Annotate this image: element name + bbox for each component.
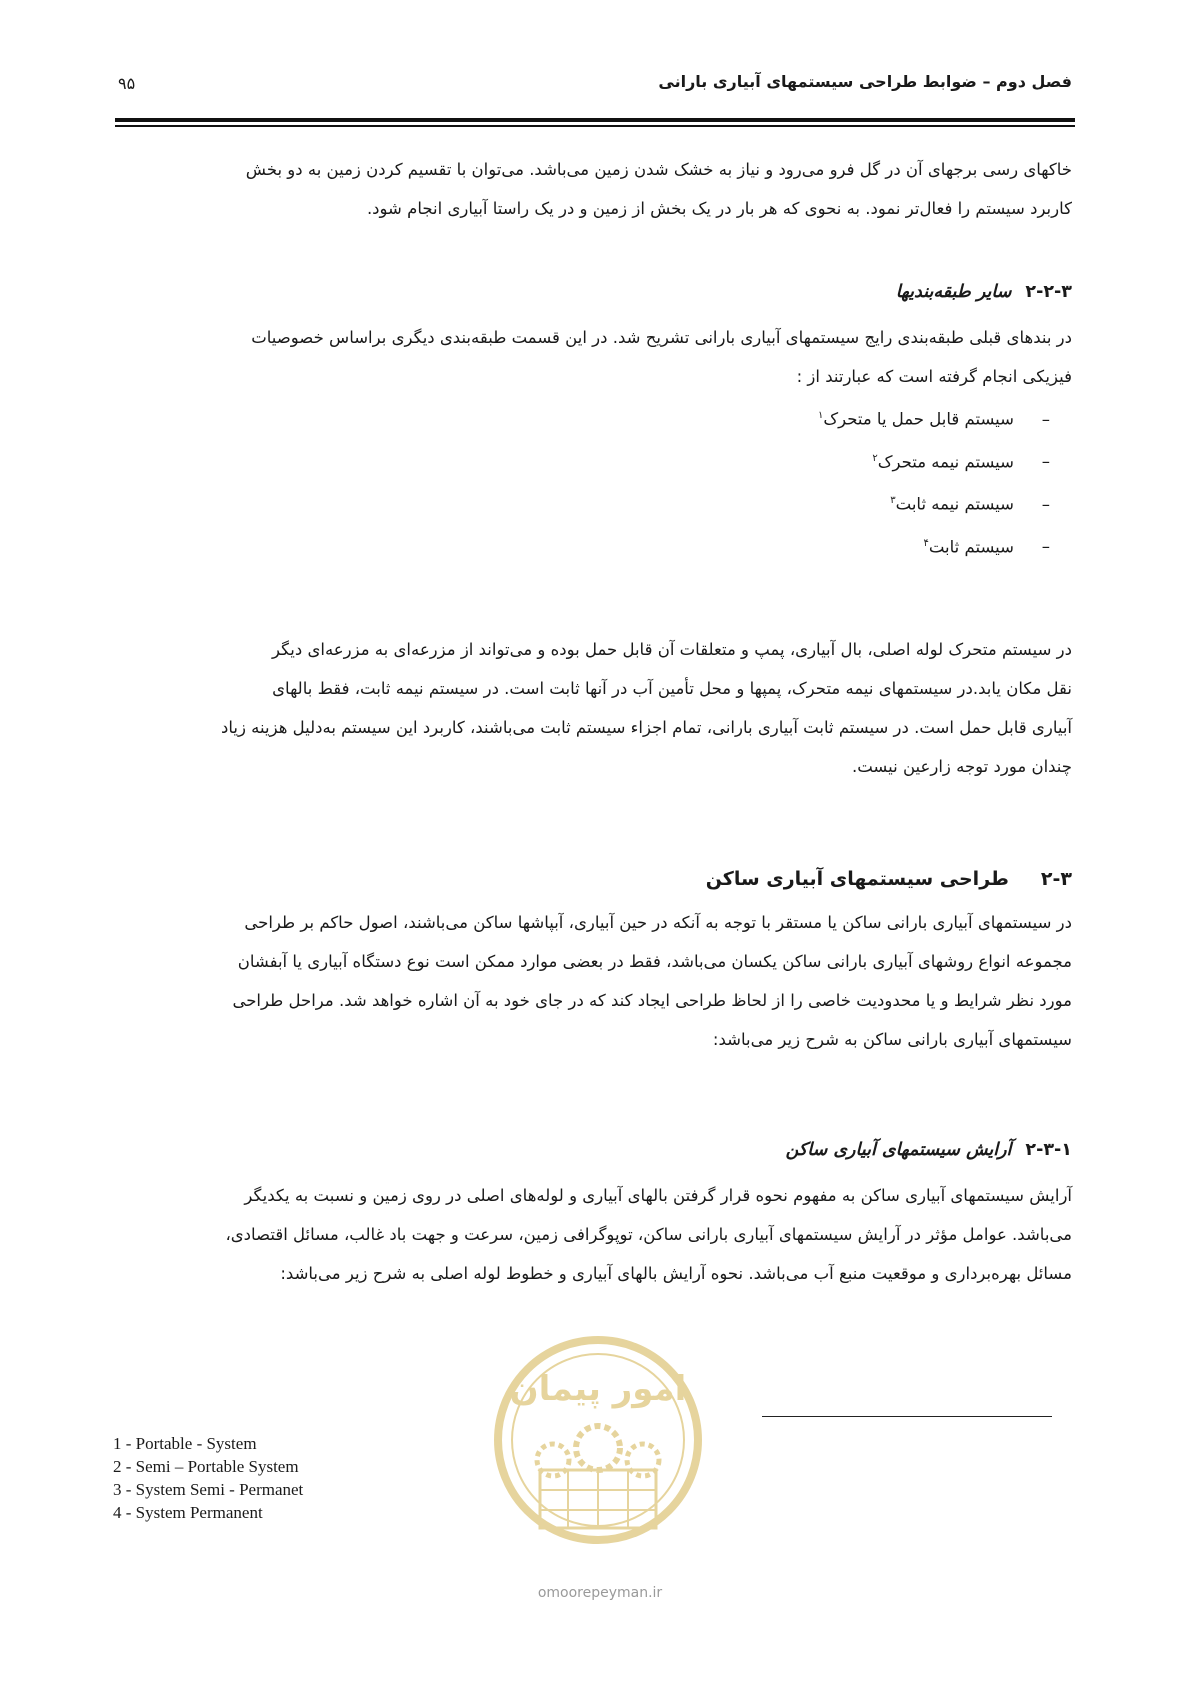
- section-title: آرایش سیستمهای آبیاری ساکن: [785, 1140, 1012, 1160]
- text-line: آبیاری قابل حمل است. در سیستم ثابت آبیاری بارانی، تمام اجزاء سیستم ثابت می‌باشند، کاربرد این سیستم به‌دلیل هزینه زیاد: [221, 718, 1072, 737]
- list-item-text: سیستم ثابت: [928, 537, 1014, 556]
- list-dash: –: [1041, 537, 1050, 556]
- text-line: سیستمهای آبیاری بارانی ساکن به شرح زیر می‌باشد:: [712, 1030, 1072, 1049]
- section-number: ۲-۳: [1040, 868, 1072, 890]
- footnote: 4 - System Permanent: [113, 1503, 263, 1522]
- text-line: خاکهای رسی برجهای آن در گل فرو می‌رود و نیاز به خشک شدن زمین می‌باشد. می‌توان با تقسیم کردن زمین به دو بخش: [245, 160, 1072, 179]
- footnote: 1 - Portable - System: [113, 1434, 257, 1453]
- footnote-ref[interactable]: ۳: [890, 495, 896, 506]
- section-heading-2-3-1: [786, 1140, 1072, 1160]
- layout-paragraph: [112, 1176, 1072, 1293]
- footnote-ref[interactable]: ۴: [923, 537, 929, 549]
- list-item-text: سیستم قابل حمل یا متحرک: [823, 409, 1014, 429]
- classification-paragraph: [112, 318, 1072, 396]
- page-number: ۹۵: [118, 74, 136, 93]
- text-line: مجموعه انواع روشهای آبیاری بارانی ساکن یکسان می‌باشد، فقط در بعضی موارد ممکن است نوع دستگاه آبیاری یا آبفشان: [237, 952, 1072, 971]
- text-line: آرایش سیستمهای آبیاری ساکن به مفهوم نحوه قرار گرفتن بالهای آبیاری و لوله‌های اصلی در روی زمین و نسبت به یکدیگر: [244, 1186, 1072, 1205]
- footnote-separator: [762, 1416, 1052, 1417]
- list-item: [450, 396, 1050, 439]
- chapter-title: فصل دوم – ضوابط طراحی سیستمهای آبیاری بارانی: [658, 72, 1072, 91]
- watermark-seal-icon: [488, 1320, 708, 1570]
- text-line: کاربرد سیستم را فعال‌تر نمود. به نحوی که هر بار در یک بخش از زمین و در یک راستا آبیاری انجام شود.: [366, 199, 1072, 218]
- text-line: می‌باشد. عوامل مؤثر در آرایش سیستمهای آبیاری بارانی ساکن، توپوگرافی زمین، سرعت و جهت باد غالب، مسائل اقتصادی،: [225, 1225, 1072, 1244]
- section-heading-2-2-3: [896, 282, 1072, 302]
- footnote: 2 - Semi – Portable System: [113, 1457, 299, 1476]
- text-line: در بندهای قبلی طبقه‌بندی رایج سیستمهای آبیاری بارانی تشریح شد. در این قسمت طبقه‌بندی دیگری براساس خصوصیات: [251, 328, 1072, 347]
- list-item: [450, 481, 1050, 524]
- section-title: سایر طبقه‌بندیها: [895, 282, 1012, 302]
- section-number: ۲-۳-۱: [1025, 1140, 1072, 1160]
- header-rule-thick: [115, 118, 1075, 122]
- footnote-ref[interactable]: ۱: [817, 410, 824, 421]
- list-item: [450, 524, 1050, 567]
- text-line: چندان مورد توجه زارعین نیست.: [851, 757, 1072, 776]
- list-dash: –: [1041, 409, 1050, 429]
- text-line: در سیستم متحرک لوله اصلی، بال آبیاری، پمپ و متعلقات آن قابل حمل بوده و می‌تواند از مزرعه‌ای به مزرعه‌ای دیگر: [272, 640, 1072, 659]
- text-line: فیزیکی انجام گرفته است که عبارتند از :: [796, 367, 1072, 386]
- header-rule-thin: [115, 125, 1075, 127]
- list-item: [450, 439, 1050, 482]
- footnote-ref[interactable]: ۲: [872, 452, 878, 464]
- fixed-system-paragraph: [112, 903, 1072, 1059]
- list-item-text: سیستم نیمه ثابت: [895, 494, 1014, 514]
- seal-text: امور پیمان: [509, 1369, 687, 1409]
- mobility-paragraph: [112, 630, 1072, 786]
- text-line: مورد نظر شرایط و یا محدودیت خاصی را از لحاظ طراحی ایجاد کند که در جای خود به آن اشاره خواهد شد. مراحل طراحی: [232, 991, 1072, 1010]
- footnotes: [113, 1432, 303, 1524]
- system-type-list: [450, 396, 1050, 566]
- list-item-text: سیستم نیمه متحرک: [877, 452, 1014, 471]
- text-line: در سیستمهای آبیاری بارانی ساکن یا مستقر با توجه به آنکه در حین آبیاری، آبپاشها ساکن می‌باشند، اصول حاکم بر طراحی: [244, 913, 1072, 932]
- section-heading-2-3: [706, 868, 1072, 890]
- section-number: ۲-۲-۳: [1025, 282, 1072, 302]
- list-dash: –: [1041, 452, 1050, 471]
- text-line: مسائل بهره‌برداری و موقعیت منبع آب می‌باشد. نحوه آرایش بالهای آبیاری و خطوط لوله اصلی به شرح زیر می‌باشد:: [280, 1264, 1072, 1283]
- footnote: 3 - System Semi - Permanet: [113, 1480, 304, 1499]
- list-dash: –: [1041, 494, 1050, 514]
- section-title: طراحی سیستمهای آبیاری ساکن: [705, 868, 1009, 890]
- text-line: نقل مکان یابد.در سیستمهای نیمه متحرک، پمپها و محل تأمین آب در آنها ثابت است. در سیستم نیمه ثابت، فقط بالهای: [272, 679, 1072, 698]
- watermark-site: omoorepeyman.ir: [537, 1585, 663, 1601]
- intro-paragraph: [112, 150, 1072, 228]
